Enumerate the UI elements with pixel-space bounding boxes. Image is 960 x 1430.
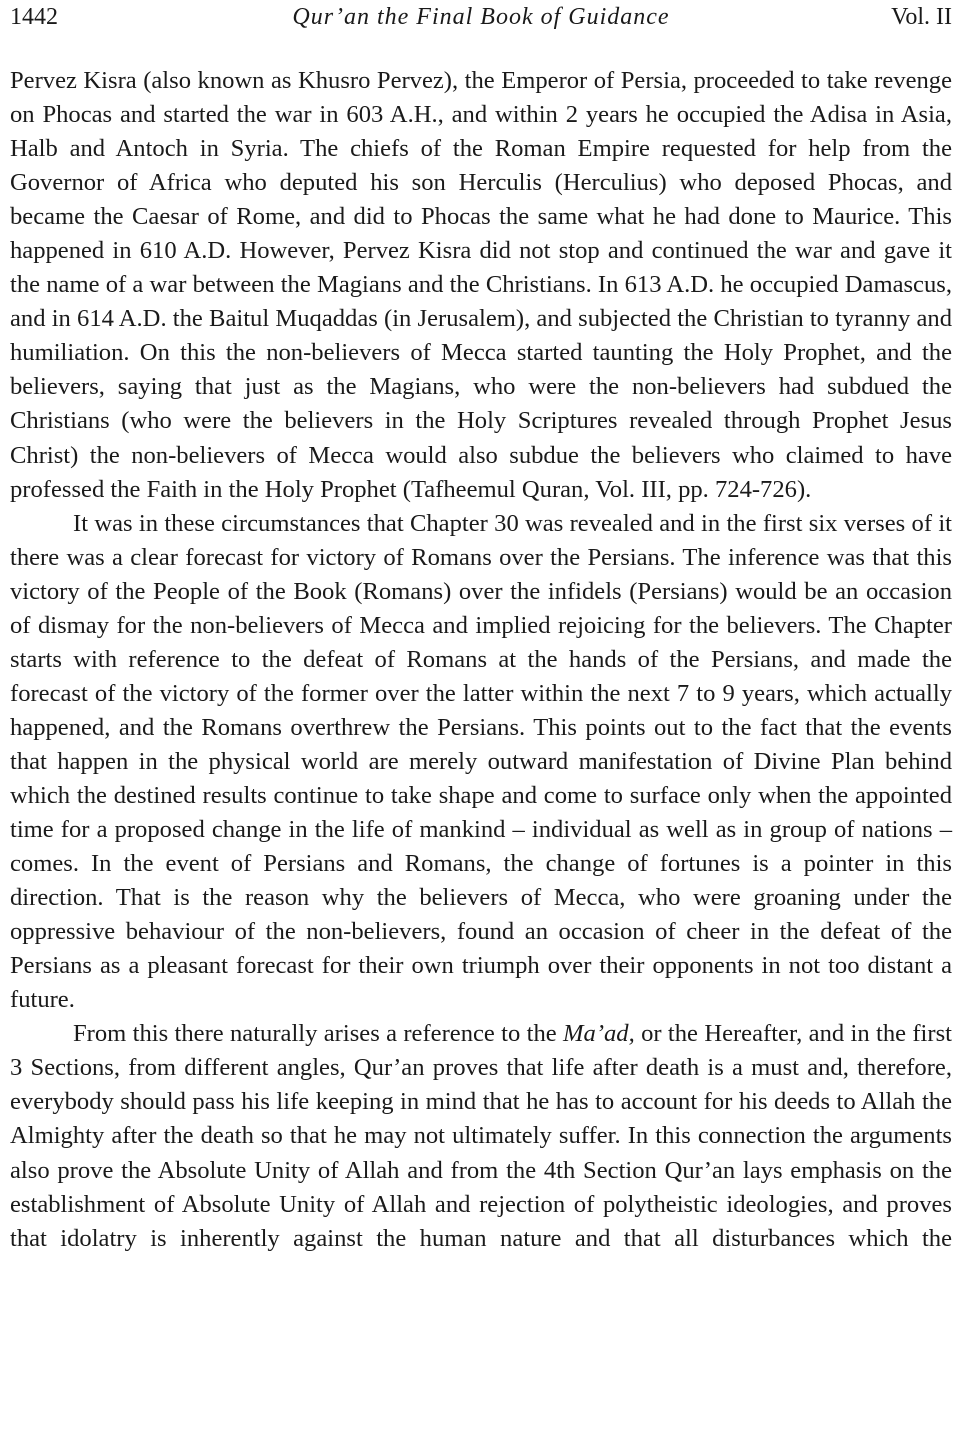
paragraph-2: It was in these circumstances that Chapter 30 was revealed and in the first six verses of it there was a clear forecast for victory of Romans over the Persians. The inference was that this victory of the People of the Book (Romans) over the infidels (Persians) would be an occasion of dismay for the non-believers of Mecca and implied rejoicing for the believers. The Chapter starts with reference to the defeat of Romans at the hands of the Persians, and made the forecast of the victory of the former over the latter within the next 7 to 9 years, which actually happened, and the Romans overthrew the Persians. This points out to the fact that the events that happen in the physical world are merely outward manifestation of Divine Plan behind which the destined results continue to take shape and come to surface only when the appointed time for a proposed change in the life of mankind – individual as well as in group of nations – comes. In the event of Persians and Romans, the change of fortunes is a pointer in this direction. That is the reason why the believers of Mecca, who were groaning under the oppressive behaviour of the non-believers, found an occasion of cheer in the defeat of the Persians as a pleasant forecast for their own triumph over their opponents in not too distant a future.	[10, 509, 952, 1014]
page-number: 1442	[10, 4, 58, 30]
paragraph-3-lead-text: From this there naturally arises a reference to the	[73, 1020, 564, 1048]
paragraph-3-remaining-text: or the Hereafter, and in the first 3 Sections, from different angles, Qur’an proves that life after death is a must and, therefore, everybody should pass his life keeping in mind that he has to account for his deeds to Allah the Almighty after the death so that he may not ultimately suffer. In this connection the arguments also prove the Absolute Unity of Allah and from the 4th Section Qur’an lays emphasis on the establishment of Absolute Unity of Allah and rejection of polytheistic ideologies, and proves that idolatry is inherently against the human nature and that all disturbances which the	[10, 1020, 952, 1252]
running-head	[10, 0, 952, 34]
paragraph-3	[10, 1017, 952, 1255]
paragraph-1: Pervez Kisra (also known as Khusro Pervez), the Emperor of Persia, proceeded to take revenge on Phocas and started the war in 603 A.H., and within 2 years he occupied the Adisa in Asia, Halb and Antoch in Syria. The chiefs of the Roman Empire requested for help from the Governor of Africa who deputed his son Herculis (Herculius) who deposed Phocas, and became the Caesar of Rome, and did to Phocas the same what he had done to Maurice. This happened in 610 A.D. However, Pervez Kisra did not stop and continued the war and gave it the name of a war between the Magians and the Christians. In 613 A.D. he occupied Damascus, and in 614 A.D. the Baitul Muqaddas (in Jerusalem), and subjected the Christian to tyranny and humiliation. On this the non-believers of Mecca started taunting the Holy Prophet, and the believers, saying that just as the Magians, who were the non-believers had subdued the Christians (who were the believers in the Holy Scriptures revealed through Prophet Jesus Christ) the non-believers of Mecca would also subdue the believers who claimed to have professed the Faith in the Holy Prophet (Tafheemul Quran, Vol. III, pp. 724-726).	[10, 67, 952, 503]
book-page	[10, 0, 952, 1430]
book-title: Qur’an the Final Book of Guidance	[292, 4, 670, 30]
body-text	[10, 64, 952, 1256]
italic-term-maad: Ma’ad,	[563, 1020, 635, 1048]
volume-label: Vol. II	[891, 4, 952, 30]
